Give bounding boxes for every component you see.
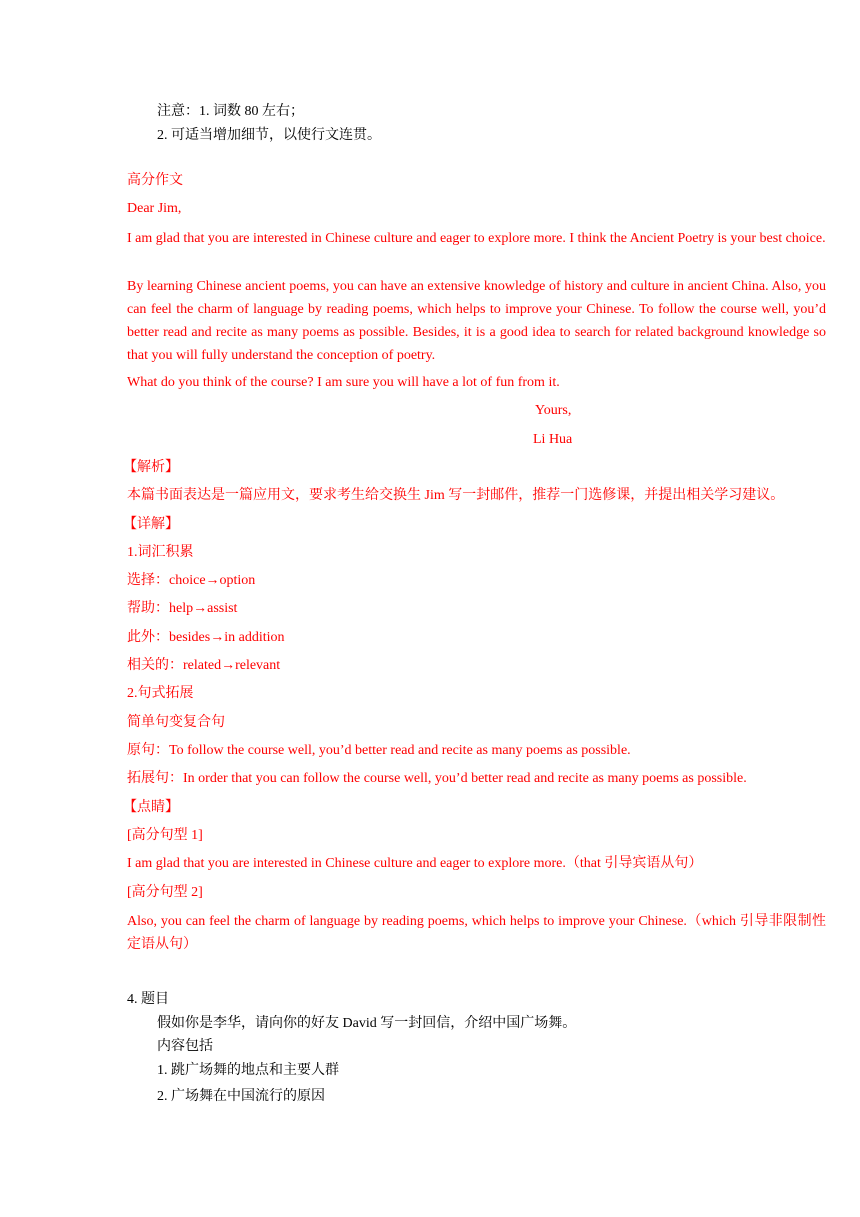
highlights-header: 【点睛】 xyxy=(123,800,179,815)
content-item: 2. 广场舞在中国流行的原因 xyxy=(157,1089,325,1104)
vocab-item: 相关的：related→relevant xyxy=(127,658,281,673)
question-number: 4. 题目 xyxy=(127,992,169,1007)
content-label: 内容包括 xyxy=(157,1039,213,1054)
content-item: 1. 跳广场舞的地点和主要人群 xyxy=(157,1063,339,1078)
original-sentence: 原句：To follow the course well, you’d better read and recite as many poems as possible. xyxy=(127,743,631,758)
note-1: 注意：1. 词数 80 左右； xyxy=(157,104,304,119)
essay-paragraph-1: I am glad that you are interested in Chinese culture and eager to explore more. I think the Ancient Poetry is your best choice. xyxy=(127,231,826,246)
essay-signature: Li Hua xyxy=(533,432,573,447)
essay-salutation: Dear Jim, xyxy=(127,201,182,216)
note-2: 2. 可适当增加细节，以使行文连贯。 xyxy=(157,128,381,143)
essay-paragraph-3: What do you think of the course? I am sure you will have a lot of fun from it. xyxy=(127,375,560,390)
pattern-title-2: [高分句型 2] xyxy=(127,885,203,900)
essay-closing: Yours, xyxy=(535,403,572,418)
essay-heading: 高分作文 xyxy=(127,173,183,188)
expanded-sentence: 拓展句：In order that you can follow the course well, you’d better read and recite as many poems as possible. xyxy=(127,771,747,786)
vocab-item: 此外：besides→in addition xyxy=(127,630,285,645)
vocab-item: 选择：choice→option xyxy=(127,573,256,588)
sentence-title: 2.句式拓展 xyxy=(127,686,194,701)
question-prompt: 假如你是李华，请向你的好友 David 写一封回信，介绍中国广场舞。 xyxy=(157,1016,577,1031)
pattern-sentence-1: I am glad that you are interested in Chinese culture and eager to explore more.（that 引导宾语从句） xyxy=(127,856,703,871)
details-header: 【详解】 xyxy=(123,517,179,532)
analysis-text: 本篇书面表达是一篇应用文，要求考生给交换生 Jim 写一封邮件，推荐一门选修课，并提出相关学习建议。 xyxy=(127,488,785,503)
pattern-sentence-2: Also, you can feel the charm of language by reading poems, which helps to improve your Chinese.（which 引导非限制性定语从句） xyxy=(127,914,826,952)
essay-paragraph-2: By learning Chinese ancient poems, you can have an extensive knowledge of history and culture in ancient China. Also, you can feel the charm of language by reading poems, which helps to improve your Chinese. To follow the course well, you’d better read and recite as many poems as possible. Besides, it is a good idea to search for related background knowledge so that you will fully understand the conception of poetry. xyxy=(127,279,826,363)
vocab-item: 帮助：help→assist xyxy=(127,601,238,616)
sentence-subtitle: 简单句变复合句 xyxy=(127,715,225,730)
analysis-header: 【解析】 xyxy=(123,460,179,475)
pattern-title-1: [高分句型 1] xyxy=(127,828,203,843)
vocab-title: 1.词汇积累 xyxy=(127,545,194,560)
